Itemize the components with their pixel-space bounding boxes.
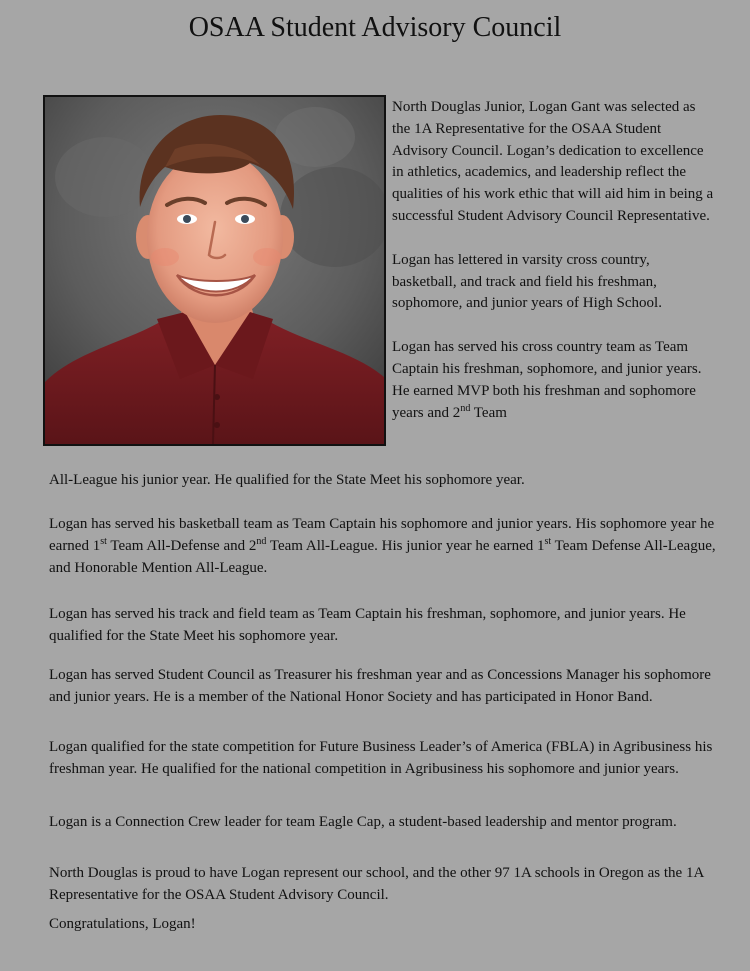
connection-crew-paragraph: Logan is a Connection Crew leader for team Eagle Cap, a student-based leadership and mentor program.	[49, 814, 677, 830]
student-council-paragraph: Logan has served Student Council as Treasurer his freshman year and as Concessions Manager his sophomore and junior years. He is a member of the National Honor Society and has participated in Honor Band.	[49, 667, 711, 705]
congratulations-line: Congratulations, Logan!	[49, 916, 196, 932]
basketball-text-c: Team All-League. His junior year he earned 1	[266, 537, 545, 554]
basketball-sup-1: st	[100, 535, 107, 547]
basketball-sup-2: nd	[256, 535, 267, 547]
cross-country-sup: nd	[460, 402, 471, 414]
basketball-paragraph	[49, 514, 719, 579]
track-paragraph: Logan has served his track and field team as Team Captain his freshman, sophomore, and junior years. He qualified for the State Meet his sophomore year.	[49, 606, 686, 644]
page-title: OSAA Student Advisory Council	[188, 12, 562, 43]
cross-country-paragraph-tail: All-League his junior year. He qualified for the State Meet his sophomore year.	[49, 472, 525, 488]
basketball-sup-3: st	[544, 535, 552, 547]
basketball-text-a: Logan has served his basketball team as Team Captain his sophomore and junior years. His sophomore year he earned 1	[49, 516, 715, 554]
closing-paragraph: North Douglas is proud to have Logan represent our school, and the other 97 1A schools in Oregon as the 1A Representative for the OSAA Student Advisory Council.	[49, 865, 704, 903]
intro-paragraph: North Douglas Junior, Logan Gant was selected as the 1A Representative for the OSAA Student Advisory Council. Logan’s dedication to excellence in athletics, academics, and leadership reflect the qualities of his work ethic that will aid him in being a successful Student Advisory Council Representative.	[392, 99, 714, 224]
cross-country-text-b: Team	[470, 404, 507, 421]
student-portrait	[43, 95, 386, 446]
fbla-paragraph: Logan qualified for the state competition for Future Business Leader’s of America (FBLA) in Agribusiness his freshman year. He qualified for the national competition in Agribusiness his sophomore and junior years.	[49, 739, 713, 777]
cross-country-paragraph	[392, 337, 717, 424]
basketball-text-b: Team All-Defense and 2	[106, 537, 257, 554]
portrait-image	[45, 97, 384, 444]
cross-country-text-a: Logan has served his cross country team as Team Captain his freshman, sophomore, and junior years. He earned MVP both his freshman and sophomore years and 2	[392, 339, 702, 421]
basketball-text-d: Team Defense All-League, and Honorable Mention All-League.	[49, 537, 716, 576]
lettered-paragraph: Logan has lettered in varsity cross country, basketball, and track and field his freshman, sophomore, and junior years of High School.	[392, 251, 662, 312]
intro-column	[392, 97, 717, 424]
